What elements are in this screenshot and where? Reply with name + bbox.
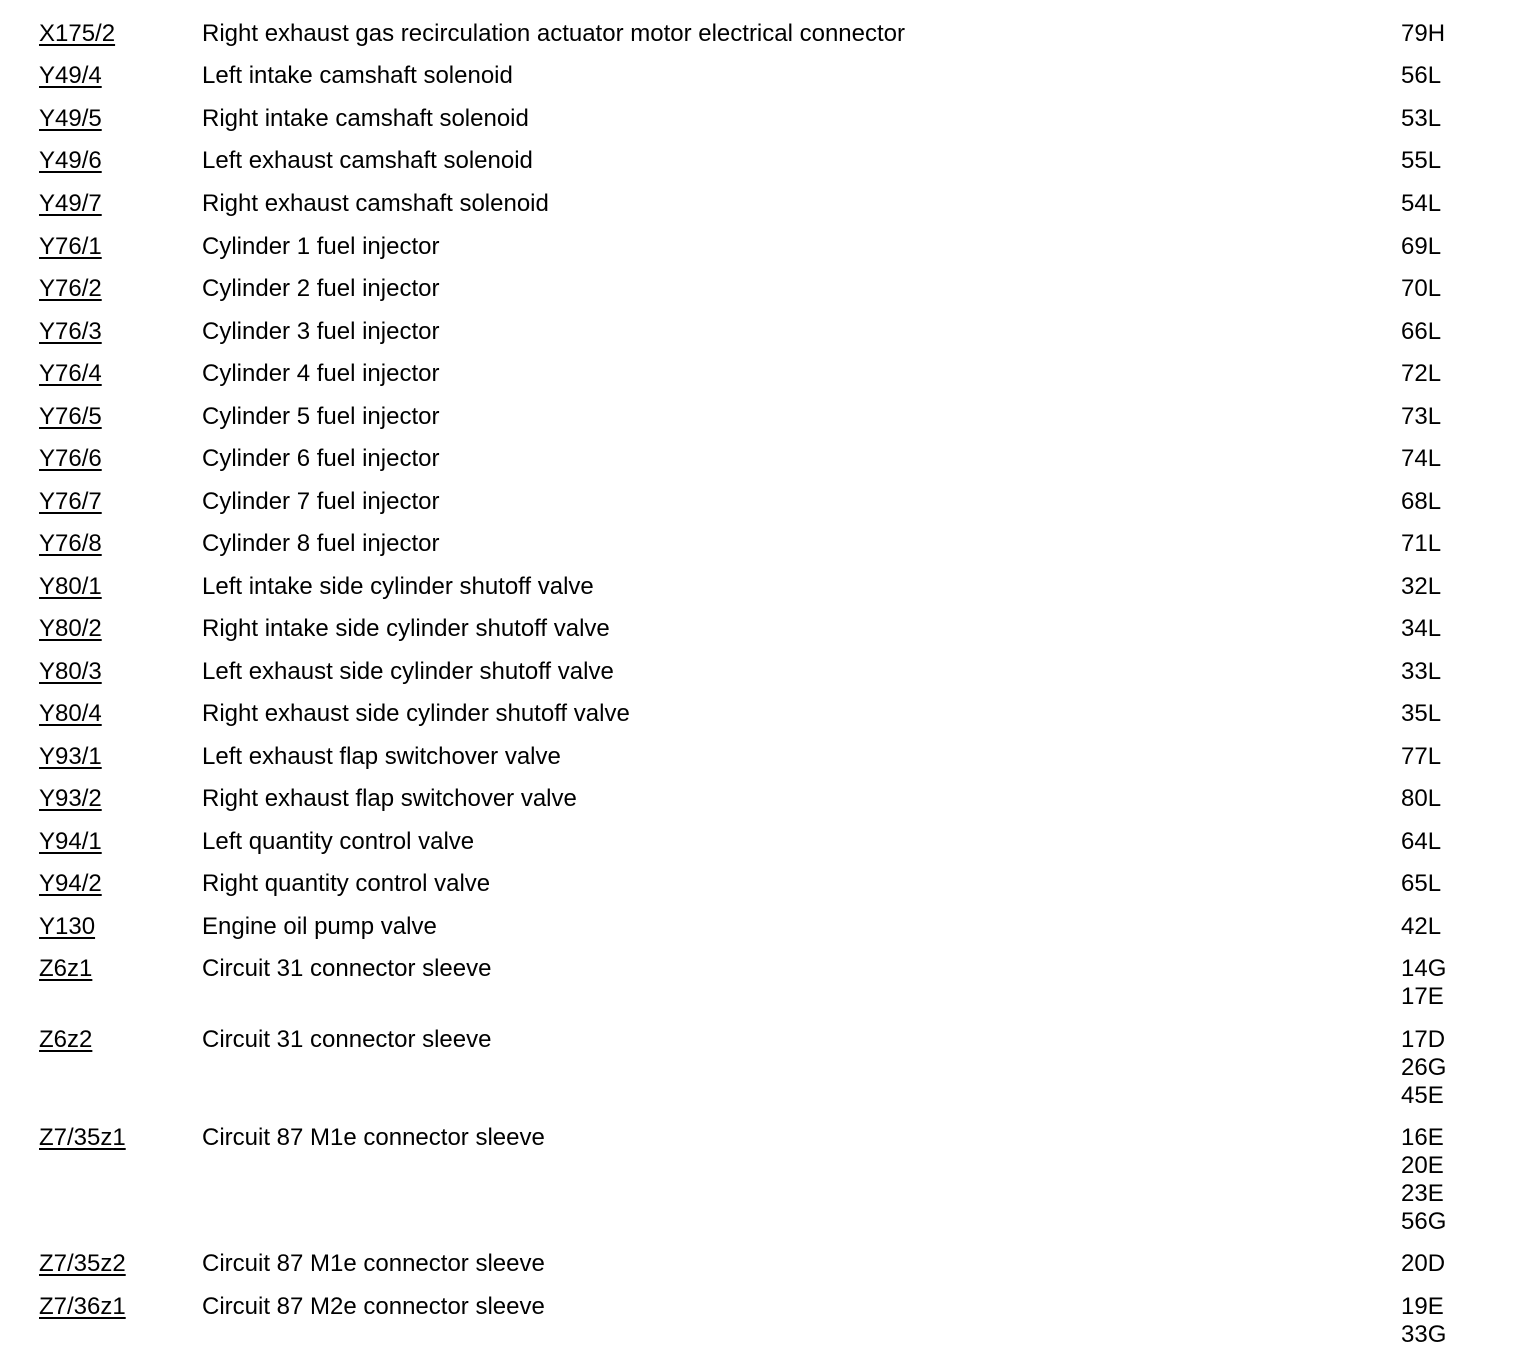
grid-locations bbox=[1401, 1293, 1446, 1349]
grid-location: 19E bbox=[1401, 1293, 1444, 1320]
grid-location: 79H bbox=[1401, 20, 1446, 47]
component-code-link[interactable]: X175/2 bbox=[39, 20, 116, 47]
grid-locations bbox=[1401, 1124, 1446, 1236]
grid-locations bbox=[1401, 615, 1441, 643]
component-code-link[interactable]: Y49/7 bbox=[39, 190, 102, 217]
grid-locations bbox=[1401, 62, 1441, 90]
grid-location: 16E bbox=[1401, 1124, 1444, 1151]
component-code-link[interactable]: Y76/3 bbox=[39, 318, 102, 345]
grid-locations bbox=[1401, 743, 1441, 771]
grid-locations bbox=[1401, 233, 1441, 261]
grid-location: 56L bbox=[1401, 62, 1442, 89]
grid-locations bbox=[1401, 147, 1441, 175]
component-code-link[interactable]: Y94/1 bbox=[39, 828, 102, 855]
component-code-link[interactable]: Y94/2 bbox=[39, 870, 102, 897]
component-description: Right exhaust flap switchover valve bbox=[202, 785, 577, 812]
component-description: Right intake camshaft solenoid bbox=[202, 105, 529, 132]
component-description: Right quantity control valve bbox=[202, 870, 491, 897]
grid-locations bbox=[1401, 275, 1441, 303]
grid-location: 70L bbox=[1401, 275, 1442, 302]
grid-locations bbox=[1401, 785, 1441, 813]
grid-location: 33G bbox=[1401, 1321, 1447, 1348]
component-description: Right exhaust gas recirculation actuator motor electrical connector bbox=[202, 20, 906, 47]
component-description: Cylinder 3 fuel injector bbox=[202, 318, 440, 345]
grid-location: 45E bbox=[1401, 1082, 1444, 1109]
grid-location: 68L bbox=[1401, 488, 1442, 515]
grid-location: 71L bbox=[1401, 530, 1442, 557]
grid-location: 73L bbox=[1401, 403, 1442, 430]
grid-location: 14G bbox=[1401, 955, 1447, 982]
component-description: Right exhaust side cylinder shutoff valve bbox=[202, 700, 630, 727]
grid-location: 53L bbox=[1401, 105, 1442, 132]
grid-location: 74L bbox=[1401, 445, 1442, 472]
component-description: Left exhaust side cylinder shutoff valve bbox=[202, 658, 614, 685]
component-code-link[interactable]: Y93/1 bbox=[39, 743, 102, 770]
grid-locations bbox=[1401, 190, 1441, 218]
component-description: Left exhaust camshaft solenoid bbox=[202, 147, 533, 174]
component-code-link[interactable]: Z7/36z1 bbox=[39, 1293, 126, 1320]
grid-location: 54L bbox=[1401, 190, 1442, 217]
grid-location: 56G bbox=[1401, 1208, 1447, 1235]
component-code-link[interactable]: Y80/4 bbox=[39, 700, 102, 727]
component-code-link[interactable]: Y76/6 bbox=[39, 445, 102, 472]
component-code-link[interactable]: Y80/3 bbox=[39, 658, 102, 685]
grid-locations bbox=[1401, 955, 1446, 1011]
component-code-link[interactable]: Y49/6 bbox=[39, 147, 102, 174]
component-description: Cylinder 5 fuel injector bbox=[202, 403, 440, 430]
component-code-link[interactable]: Y93/2 bbox=[39, 785, 102, 812]
grid-location: 80L bbox=[1401, 785, 1442, 812]
grid-location: 23E bbox=[1401, 1180, 1444, 1207]
grid-locations bbox=[1401, 913, 1441, 941]
grid-location: 20D bbox=[1401, 1250, 1446, 1277]
component-code-link[interactable]: Z6z2 bbox=[39, 1026, 93, 1053]
component-code-link[interactable]: Y49/4 bbox=[39, 62, 102, 89]
grid-location: 66L bbox=[1401, 318, 1442, 345]
grid-locations bbox=[1401, 318, 1441, 346]
component-description: Cylinder 2 fuel injector bbox=[202, 275, 440, 302]
component-description: Left intake camshaft solenoid bbox=[202, 62, 513, 89]
component-description: Right exhaust camshaft solenoid bbox=[202, 190, 549, 217]
component-description: Left quantity control valve bbox=[202, 828, 475, 855]
grid-location: 65L bbox=[1401, 870, 1442, 897]
component-description: Left exhaust flap switchover valve bbox=[202, 743, 561, 770]
grid-location: 26G bbox=[1401, 1054, 1447, 1081]
grid-locations bbox=[1401, 445, 1441, 473]
component-description: Circuit 87 M1e connector sleeve bbox=[202, 1124, 545, 1151]
grid-locations bbox=[1401, 658, 1441, 686]
component-code-link[interactable]: Z6z1 bbox=[39, 955, 93, 982]
grid-locations bbox=[1401, 488, 1441, 516]
component-code-link[interactable]: Y76/5 bbox=[39, 403, 102, 430]
grid-location: 72L bbox=[1401, 360, 1442, 387]
grid-location: 33L bbox=[1401, 658, 1442, 685]
component-description: Cylinder 1 fuel injector bbox=[202, 233, 440, 260]
grid-location: 77L bbox=[1401, 743, 1442, 770]
grid-location: 42L bbox=[1401, 913, 1442, 940]
grid-locations bbox=[1401, 1250, 1445, 1278]
component-code-link[interactable]: Y130 bbox=[39, 913, 96, 940]
component-description: Cylinder 8 fuel injector bbox=[202, 530, 440, 557]
component-description: Engine oil pump valve bbox=[202, 913, 437, 940]
grid-locations bbox=[1401, 573, 1441, 601]
grid-location: 35L bbox=[1401, 700, 1442, 727]
component-code-link[interactable]: Z7/35z1 bbox=[39, 1124, 126, 1151]
grid-locations bbox=[1401, 828, 1441, 856]
component-description: Circuit 31 connector sleeve bbox=[202, 955, 492, 982]
component-code-link[interactable]: Y76/2 bbox=[39, 275, 102, 302]
component-description: Left intake side cylinder shutoff valve bbox=[202, 573, 594, 600]
component-description: Cylinder 6 fuel injector bbox=[202, 445, 440, 472]
grid-location: 64L bbox=[1401, 828, 1442, 855]
component-code-link[interactable]: Y76/4 bbox=[39, 360, 102, 387]
component-code-link[interactable]: Y49/5 bbox=[39, 105, 102, 132]
component-code-link[interactable]: Y80/1 bbox=[39, 573, 102, 600]
grid-locations bbox=[1401, 360, 1441, 388]
component-code-link[interactable]: Y76/1 bbox=[39, 233, 102, 260]
component-description: Circuit 31 connector sleeve bbox=[202, 1026, 492, 1053]
grid-location: 34L bbox=[1401, 615, 1442, 642]
component-code-link[interactable]: Y80/2 bbox=[39, 615, 102, 642]
component-description: Cylinder 4 fuel injector bbox=[202, 360, 440, 387]
grid-location: 17E bbox=[1401, 983, 1444, 1010]
grid-locations bbox=[1401, 403, 1441, 431]
component-code-link[interactable]: Y76/8 bbox=[39, 530, 102, 557]
grid-location: 32L bbox=[1401, 573, 1442, 600]
grid-locations bbox=[1401, 530, 1441, 558]
grid-location: 69L bbox=[1401, 233, 1442, 260]
grid-locations bbox=[1401, 105, 1441, 133]
component-code-link[interactable]: Z7/35z2 bbox=[39, 1250, 126, 1277]
grid-locations bbox=[1401, 870, 1441, 898]
component-description: Right intake side cylinder shutoff valve bbox=[202, 615, 610, 642]
component-code-link[interactable]: Y76/7 bbox=[39, 488, 102, 515]
component-description: Circuit 87 M1e connector sleeve bbox=[202, 1250, 545, 1277]
grid-locations bbox=[1401, 700, 1441, 728]
grid-locations bbox=[1401, 1026, 1446, 1110]
component-description: Cylinder 7 fuel injector bbox=[202, 488, 440, 515]
grid-locations bbox=[1401, 20, 1445, 48]
grid-location: 55L bbox=[1401, 147, 1442, 174]
grid-location: 17D bbox=[1401, 1026, 1446, 1053]
grid-location: 20E bbox=[1401, 1152, 1444, 1179]
component-description: Circuit 87 M2e connector sleeve bbox=[202, 1293, 545, 1320]
